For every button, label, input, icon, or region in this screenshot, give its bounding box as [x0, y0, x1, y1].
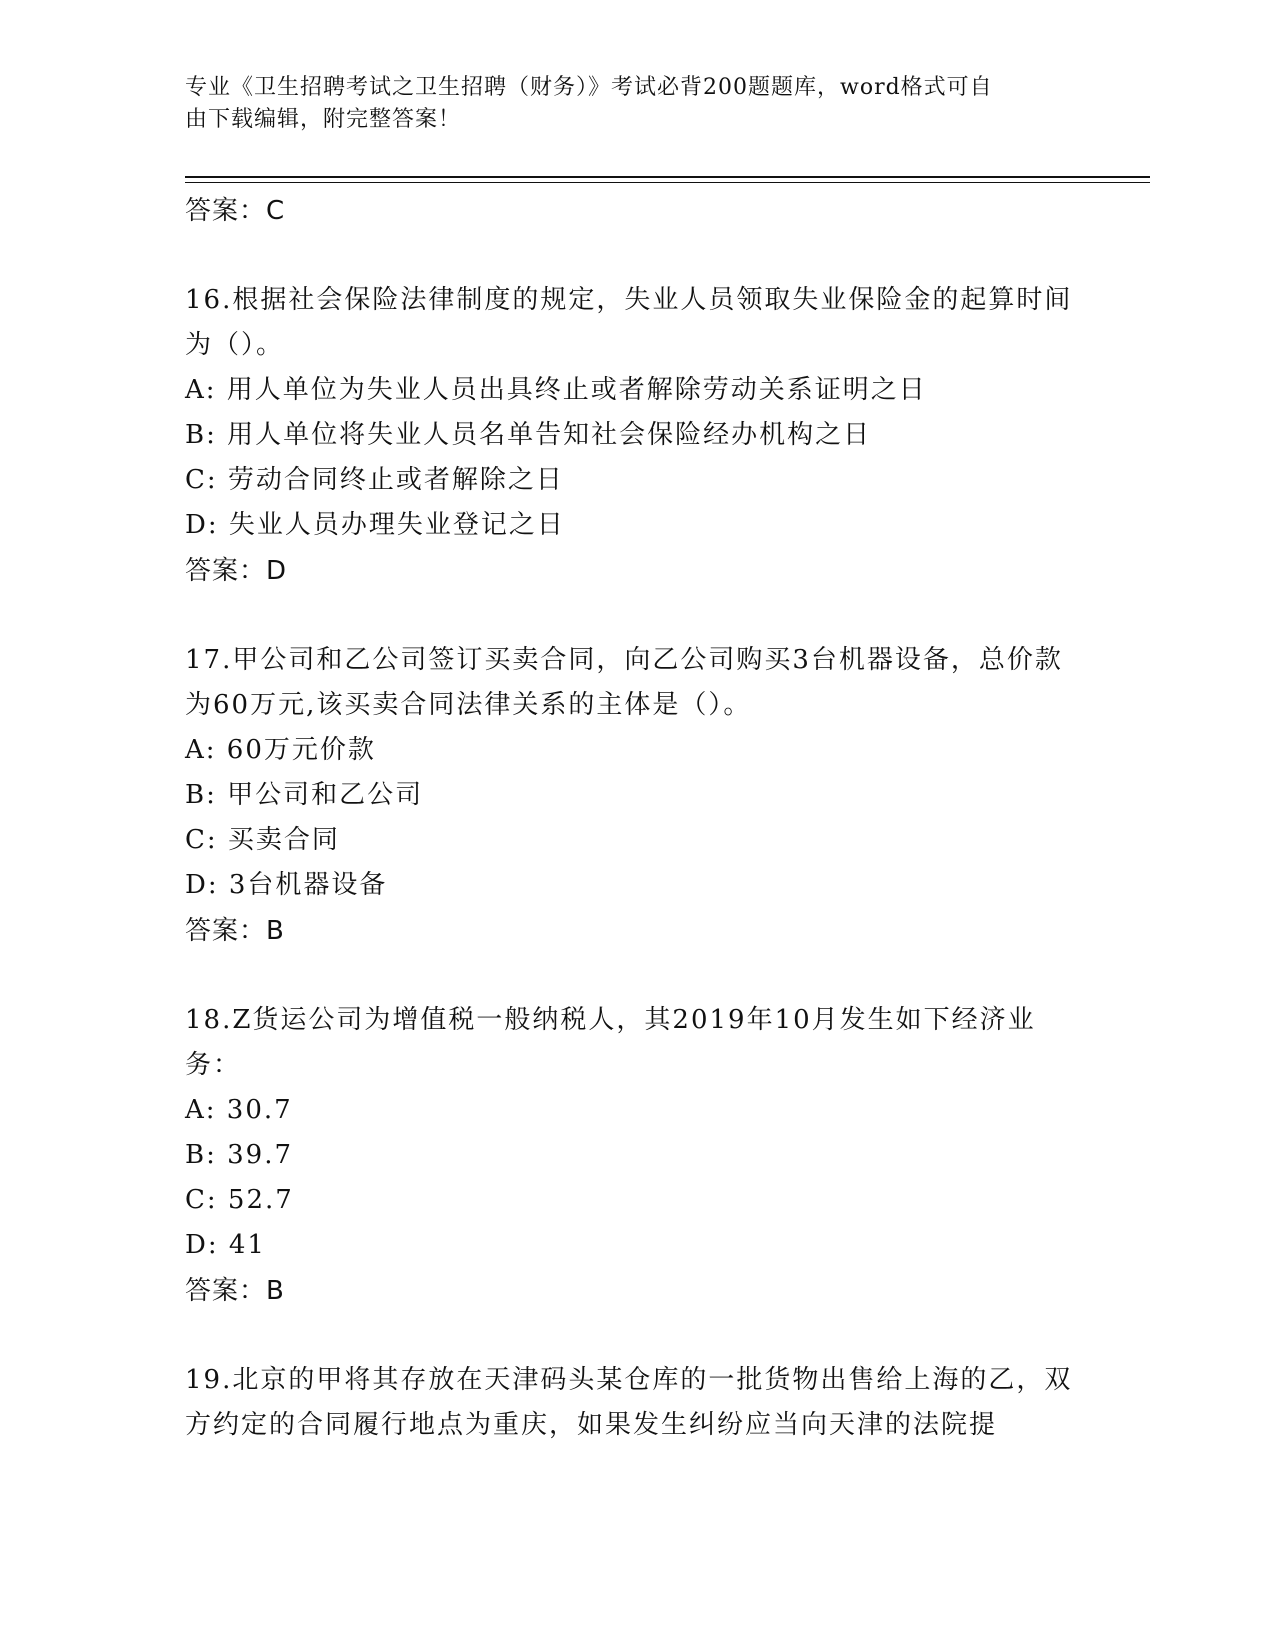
option-a: A: 用人单位为失业人员出具终止或者解除劳动关系证明之日	[185, 375, 927, 405]
question-text: 19.北京的甲将其存放在天津码头某仓库的一批货物出售给上海的乙，双方约定的合同履行地点为重庆，如果发生纠纷应当向天津的法院提	[185, 1365, 1073, 1440]
question-text: 16.根据社会保险法律制度的规定，失业人员领取失业保险金的起算时间为（）。	[185, 285, 1073, 360]
answer-line: 答案：D	[185, 556, 288, 586]
question-text: 18.Z货运公司为增值税一般纳税人，其2019年10月发生如下经济业务：	[185, 1005, 1036, 1080]
option-b: B: 39.7	[185, 1140, 294, 1170]
option-c: C: 买卖合同	[185, 825, 340, 855]
option-d: D: 失业人员办理失业登记之日	[185, 510, 565, 540]
answer-line: 答案：C	[185, 196, 286, 226]
option-c: C: 劳动合同终止或者解除之日	[185, 465, 564, 495]
option-d: D: 41	[185, 1230, 266, 1260]
question-19	[185, 1358, 1085, 1448]
document-header	[185, 72, 1065, 136]
option-a: A: 60万元价款	[185, 735, 376, 765]
answer-line: 答案：B	[185, 1276, 285, 1306]
header-divider-thick	[185, 176, 1150, 178]
header-divider-thin	[185, 182, 1150, 183]
option-a: A: 30.7	[185, 1095, 293, 1125]
option-b: B: 甲公司和乙公司	[185, 780, 424, 810]
header-line-1: 专业《卫生招聘考试之卫生招聘（财务）》考试必背200题题库，word格式可自	[185, 75, 993, 100]
question-16	[185, 278, 1085, 594]
document-body	[185, 188, 1085, 1448]
option-c: C: 52.7	[185, 1185, 294, 1215]
question-text: 17.甲公司和乙公司签订买卖合同，向乙公司购买3台机器设备，总价款为60万元,该买卖合同法律关系的主体是（）。	[185, 645, 1063, 720]
question-18	[185, 998, 1085, 1314]
option-b: B: 用人单位将失业人员名单告知社会保险经办机构之日	[185, 420, 872, 450]
header-line-2: 由下载编辑，附完整答案！	[185, 107, 462, 132]
question-17	[185, 638, 1085, 954]
answer-line: 答案：B	[185, 916, 285, 946]
option-d: D: 3台机器设备	[185, 870, 388, 900]
